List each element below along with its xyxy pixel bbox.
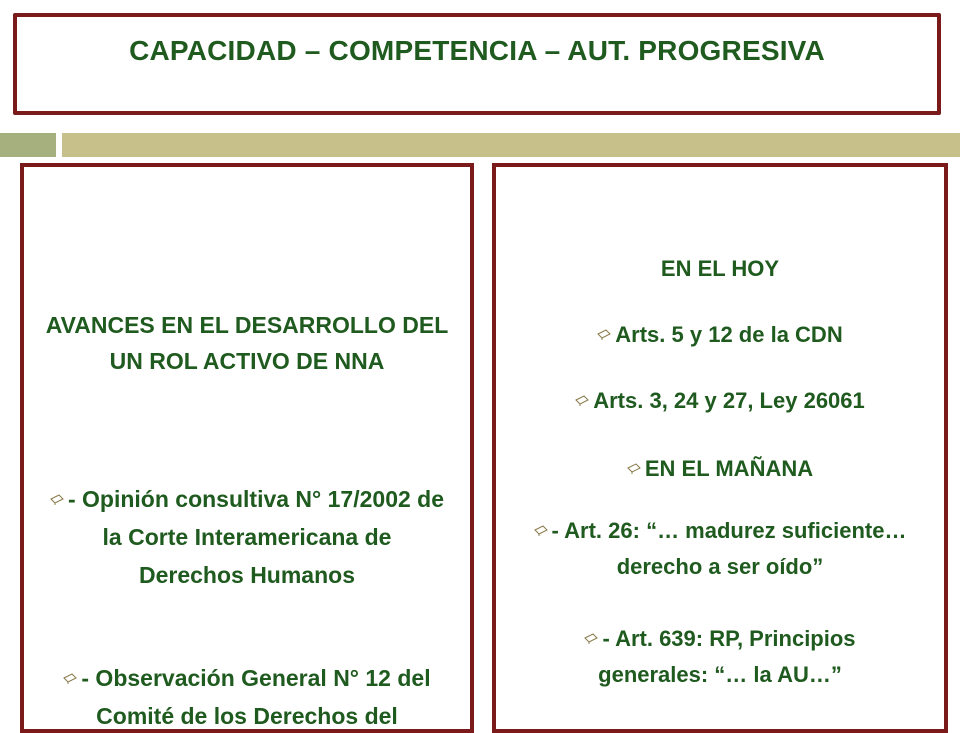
small-tray-bullet-icon	[597, 328, 611, 340]
right-panel-heading: EN EL HOY	[660, 256, 780, 281]
right-list-item	[536, 621, 904, 693]
small-tray-bullet-icon	[627, 462, 641, 474]
small-tray-bullet-icon	[50, 493, 64, 505]
left-list-item	[34, 659, 460, 733]
small-tray-bullet-icon	[584, 632, 598, 644]
right-panel	[492, 163, 948, 733]
slide-title: CAPACIDAD – COMPETENCIA – AUT. PROGRESIVA	[129, 35, 825, 66]
right-list-item	[506, 383, 934, 419]
small-tray-bullet-icon	[63, 672, 77, 684]
decor-bar-right	[62, 133, 960, 157]
small-tray-bullet-icon	[534, 524, 548, 536]
left-item-text: - Opinión consultiva N° 17/2002 de la Corte Interamericana de Derechos Humanos	[67, 486, 445, 588]
right-item-text: Arts. 3, 24 y 27, Ley 26061	[593, 388, 865, 413]
right-item-text: - Art. 639: RP, Principios generales: “… la AU…”	[598, 626, 856, 687]
right-item-text: EN EL MAÑANA	[644, 456, 814, 481]
left-panel-heading: AVANCES EN EL DESARROLLO DEL UN ROL ACTIVO DE NNA	[45, 312, 449, 374]
small-tray-bullet-icon	[575, 394, 589, 406]
right-list-item	[506, 451, 934, 487]
right-item-text: Arts. 5 y 12 de la CDN	[615, 322, 843, 347]
title-box	[13, 13, 941, 115]
left-item-text: - Observación General N° 12 del Comité de los Derechos del	[81, 665, 431, 729]
left-panel	[20, 163, 474, 733]
right-list-item	[516, 513, 924, 585]
left-list-item	[48, 480, 446, 594]
right-list-item	[506, 317, 934, 353]
decor-bar-left	[0, 133, 56, 157]
right-item-text: - Art. 26: “… madurez suficiente…derecho a ser oído”	[551, 518, 907, 579]
